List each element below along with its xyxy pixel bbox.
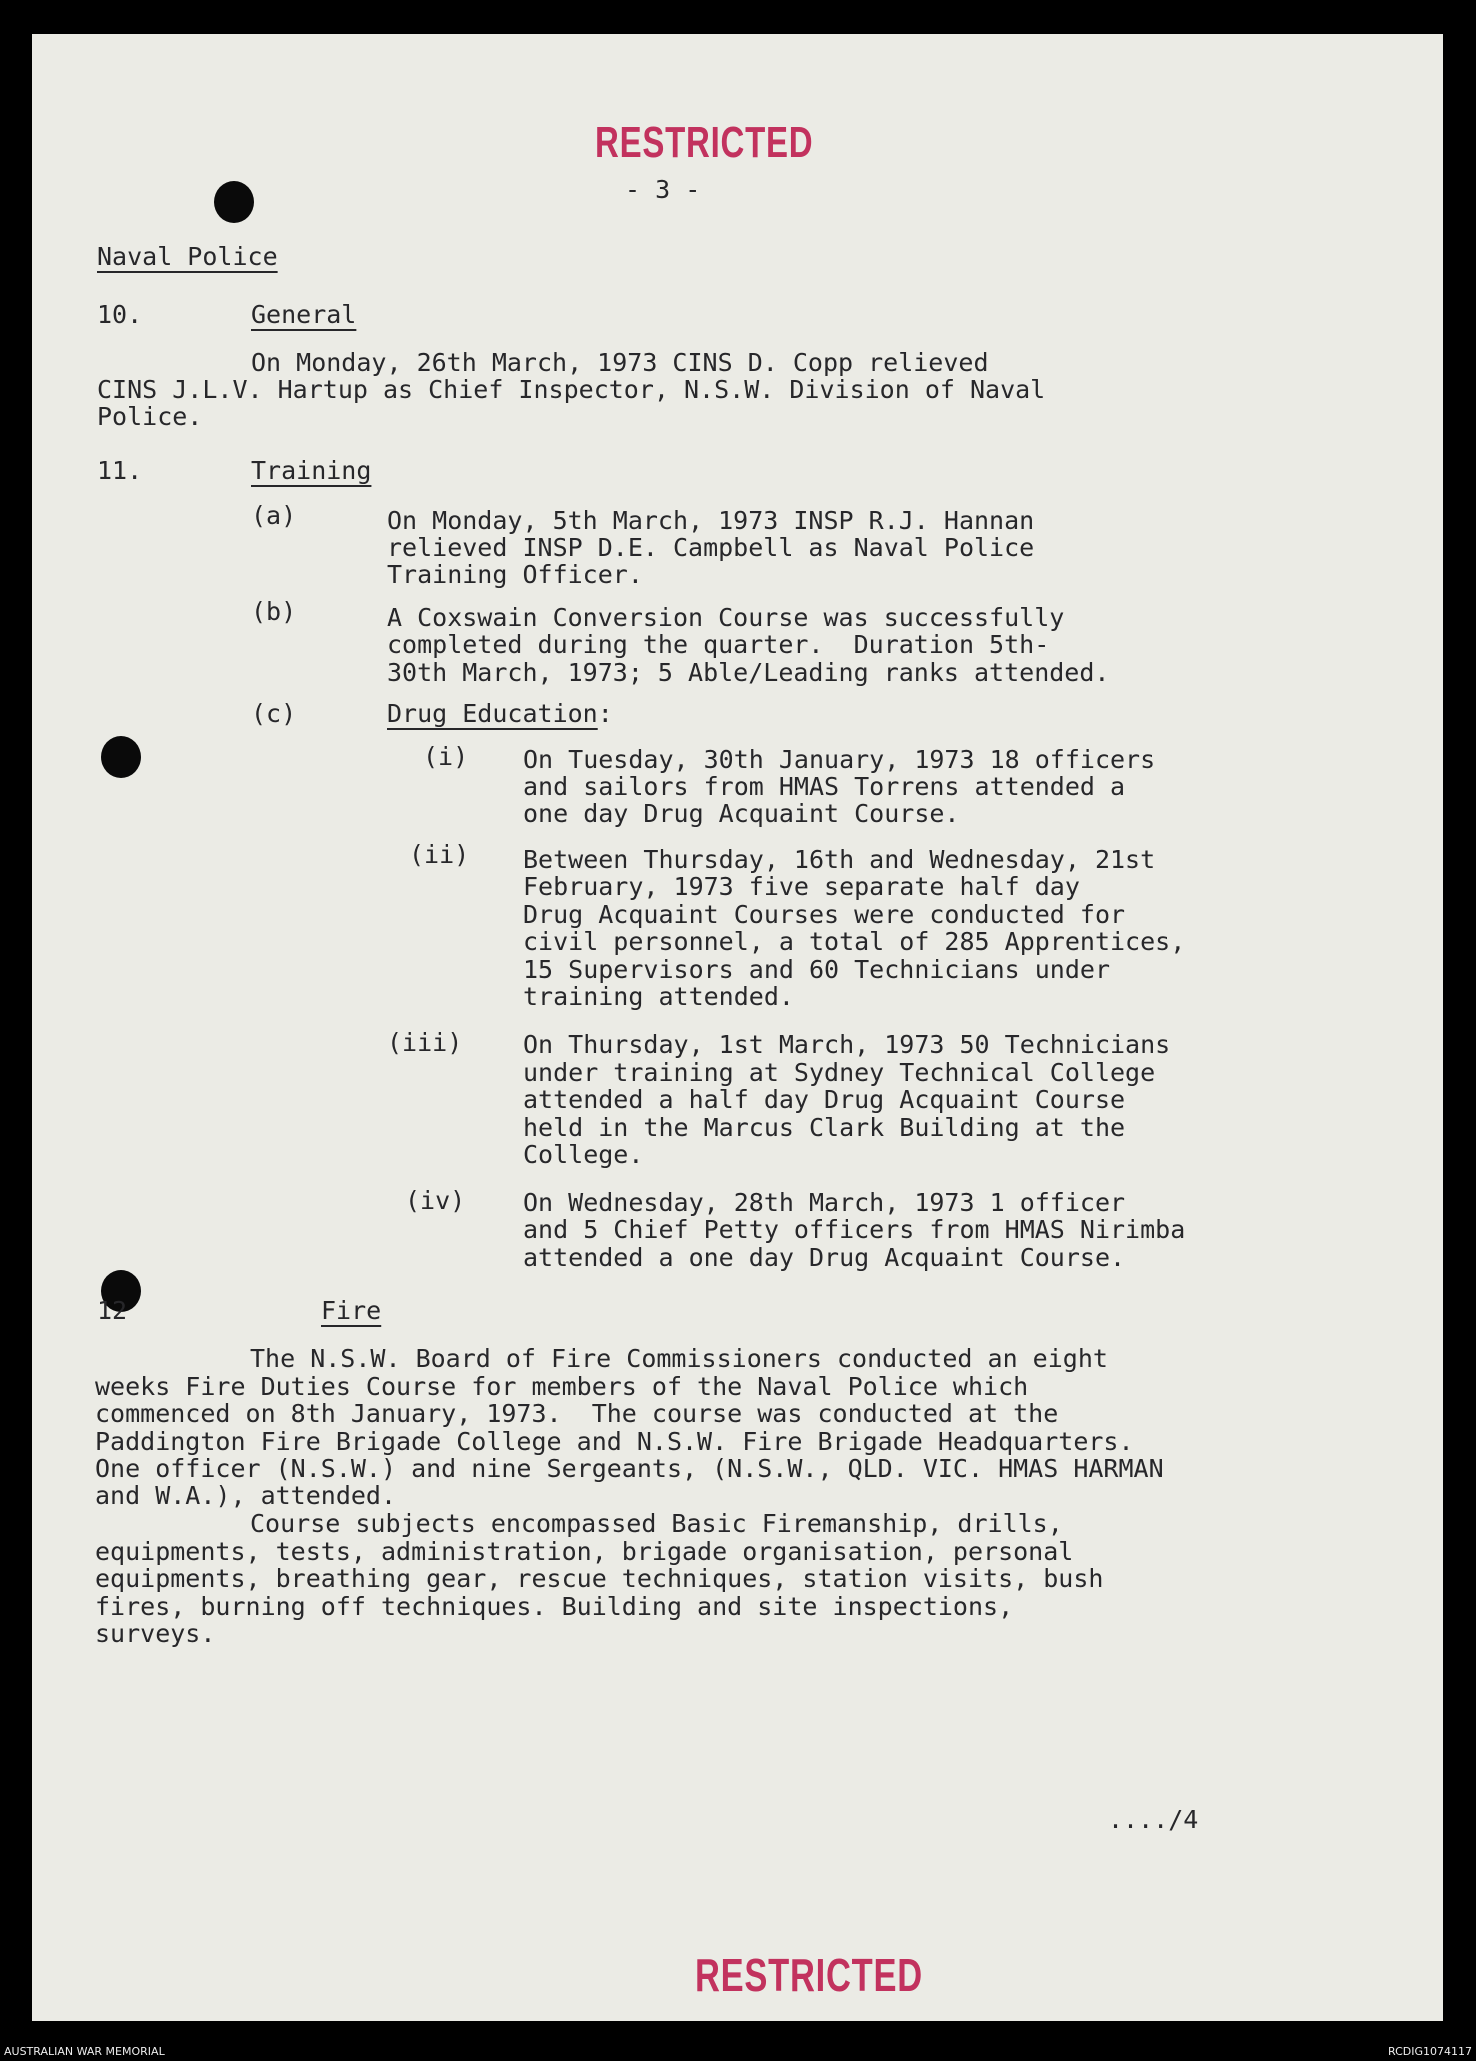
section-12-line: weeks Fire Duties Course for members of the Naval Police which	[95, 1372, 1029, 1401]
subitem-iv-label: (iv)	[405, 1186, 466, 1215]
subitem-ii-line: Between Thursday, 16th and Wednesday, 21st	[523, 845, 1156, 874]
section-12-line: Course subjects encompassed Basic Firemanship, drills,	[250, 1509, 1063, 1538]
section-10-line: Police.	[97, 402, 203, 431]
subitem-i-line: one day Drug Acquaint Course.	[523, 799, 960, 828]
section-11-number: 11.	[97, 456, 143, 485]
subitem-ii-line: training attended.	[523, 982, 794, 1011]
subitem-i-line: and sailors from HMAS Torrens attended a	[523, 772, 1126, 801]
subitem-iii-line: College.	[523, 1140, 644, 1169]
restricted-stamp-bottom: RESTRICTED	[695, 1949, 923, 2001]
punch-hole	[101, 736, 141, 778]
item-b-line: 30th March, 1973; 5 Able/Leading ranks attended.	[387, 658, 1110, 687]
item-b-line: completed during the quarter. Duration 5th-	[387, 630, 1050, 659]
continuation-marker: ..../4	[1108, 1805, 1199, 1834]
subitem-iii-line: held in the Marcus Clark Building at the	[523, 1113, 1126, 1142]
section-10-line: CINS J.L.V. Hartup as Chief Inspector, N.S.W. Division of Naval	[97, 375, 1046, 404]
punch-hole	[214, 181, 254, 223]
item-c-title: Drug Education	[387, 699, 598, 728]
item-b-label: (b)	[251, 597, 297, 626]
item-a-line: relieved INSP D.E. Campbell as Naval Police	[387, 533, 1035, 562]
subitem-i-line: On Tuesday, 30th January, 1973 18 officers	[523, 745, 1156, 774]
subitem-iii-label: (iii)	[387, 1028, 463, 1057]
footer-right: RCDIG1074117	[1387, 2045, 1472, 2058]
item-c-colon: :	[597, 699, 613, 728]
subitem-iv-line: attended a one day Drug Acquaint Course.	[523, 1243, 1126, 1272]
document-page	[32, 34, 1443, 2021]
item-c-title-wrap	[387, 700, 613, 727]
section-12-line: fires, burning off techniques. Building and site inspections,	[95, 1592, 1014, 1621]
section-12-number: 12	[97, 1296, 128, 1325]
section-12-line: equipments, breathing gear, rescue techniques, station visits, bush	[95, 1564, 1104, 1593]
item-a-label: (a)	[251, 501, 297, 530]
section-10-number: 10.	[97, 300, 143, 329]
subitem-ii-line: February, 1973 five separate half day	[523, 872, 1080, 901]
heading-naval-police: Naval Police	[97, 242, 278, 271]
section-12-line: commenced on 8th January, 1973. The course was conducted at the	[95, 1399, 1059, 1428]
item-a-line: On Monday, 5th March, 1973 INSP R.J. Hannan	[387, 506, 1035, 535]
page-number: - 3 -	[625, 175, 701, 204]
section-12-line: The N.S.W. Board of Fire Commissioners conducted an eight	[250, 1344, 1108, 1373]
section-12-line: surveys.	[95, 1619, 216, 1648]
item-a-line: Training Officer.	[387, 560, 643, 589]
item-c-label: (c)	[251, 699, 297, 728]
section-10-title: General	[251, 300, 357, 329]
section-12-line: and W.A.), attended.	[95, 1481, 397, 1510]
subitem-i-label: (i)	[423, 742, 469, 771]
section-10-line: On Monday, 26th March, 1973 CINS D. Copp relieved	[251, 348, 989, 377]
subitem-iv-line: On Wednesday, 28th March, 1973 1 officer	[523, 1188, 1126, 1217]
subitem-ii-line: civil personnel, a total of 285 Apprentices,	[523, 927, 1186, 956]
subitem-iii-line: under training at Sydney Technical College	[523, 1058, 1156, 1087]
section-12-line: equipments, tests, administration, brigade organisation, personal	[95, 1537, 1074, 1566]
section-12-title: Fire	[321, 1296, 382, 1325]
subitem-iii-line: On Thursday, 1st March, 1973 50 Technicians	[523, 1030, 1171, 1059]
subitem-iv-line: and 5 Chief Petty officers from HMAS Nirimba	[523, 1215, 1186, 1244]
subitem-ii-label: (ii)	[409, 840, 470, 869]
section-12-line: Paddington Fire Brigade College and N.S.W. Fire Brigade Headquarters.	[95, 1427, 1134, 1456]
restricted-stamp-top: RESTRICTED	[595, 118, 814, 167]
subitem-iii-line: attended a half day Drug Acquaint Course	[523, 1085, 1126, 1114]
subitem-ii-line: Drug Acquaint Courses were conducted for	[523, 900, 1126, 929]
subitem-ii-line: 15 Supervisors and 60 Technicians under	[523, 955, 1110, 984]
footer-left: AUSTRALIAN WAR MEMORIAL	[4, 2045, 165, 2058]
section-12-line: One officer (N.S.W.) and nine Sergeants, (N.S.W., QLD. VIC. HMAS HARMAN	[95, 1454, 1164, 1483]
item-b-line: A Coxswain Conversion Course was successfully	[387, 603, 1065, 632]
section-11-title: Training	[251, 456, 372, 485]
